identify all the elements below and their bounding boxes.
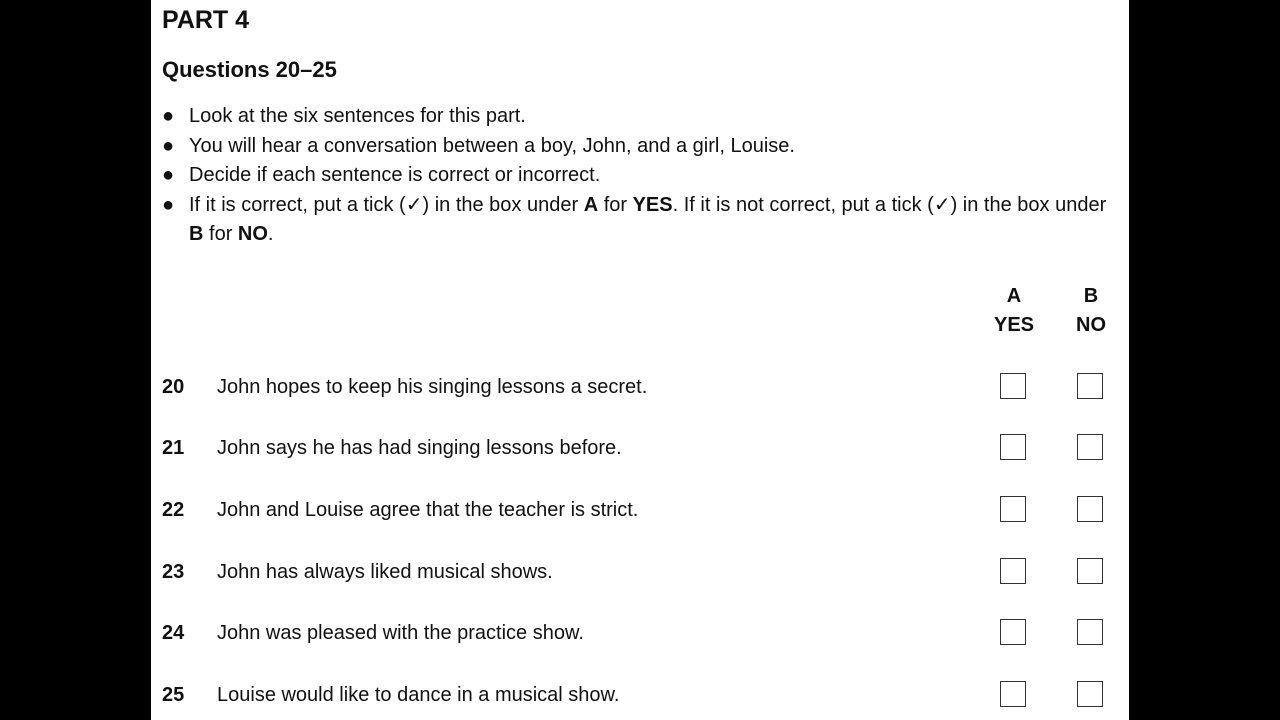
instruction-text: Look at the six sentences for this part.	[189, 105, 526, 127]
question-row-22	[162, 495, 1107, 525]
instruction-fragment: .	[267, 223, 274, 245]
question-row-20	[162, 372, 1107, 402]
bullet-icon: ●	[162, 164, 175, 186]
yes-checkbox[interactable]	[1000, 619, 1026, 645]
question-text: Louise would like to dance in a musical show.	[217, 684, 620, 706]
yes-checkbox[interactable]	[1000, 681, 1026, 707]
yes-checkbox[interactable]	[1000, 434, 1026, 460]
instruction-item	[162, 191, 1107, 250]
no-checkbox[interactable]	[1077, 681, 1103, 707]
question-row-25	[162, 680, 1107, 710]
question-number: 21	[162, 437, 185, 459]
instruction-bold-b: B	[189, 223, 204, 245]
column-header-b	[1061, 282, 1121, 340]
instruction-fragment: for	[598, 193, 633, 216]
question-text: John has always liked musical shows.	[217, 561, 553, 583]
instruction-text: Decide if each sentence is correct or incorrect.	[189, 164, 601, 186]
bullet-icon: ●	[162, 134, 175, 157]
question-row-23	[162, 557, 1107, 587]
question-row-24	[162, 618, 1107, 648]
question-number: 20	[162, 376, 185, 398]
exam-page	[151, 0, 1129, 720]
questions-title: Questions 20–25	[162, 57, 337, 82]
instruction-item	[162, 102, 1107, 132]
question-text: John hopes to keep his singing lessons a secret.	[217, 376, 648, 398]
question-text: John and Louise agree that the teacher is strict.	[217, 499, 639, 521]
question-number: 22	[162, 499, 185, 521]
column-label-no: NO	[1076, 314, 1106, 336]
question-text: John says he has had singing lessons before.	[217, 437, 622, 459]
question-text: John was pleased with the practice show.	[217, 622, 584, 644]
no-checkbox[interactable]	[1077, 619, 1103, 645]
instruction-fragment: If it is correct, put a tick (✓) in the box under	[189, 193, 584, 216]
column-label-yes: YES	[993, 314, 1035, 336]
yes-checkbox[interactable]	[1000, 373, 1026, 399]
instruction-fragment: for	[203, 223, 238, 245]
no-checkbox[interactable]	[1077, 373, 1103, 399]
instruction-bold-no: NO	[237, 223, 268, 245]
instruction-fragment: . If it is not correct, put a tick (✓) in the box under	[672, 193, 1107, 216]
column-letter-a: A	[1006, 285, 1022, 307]
question-number: 23	[162, 561, 185, 583]
no-checkbox[interactable]	[1077, 558, 1103, 584]
question-number: 25	[162, 684, 185, 706]
instruction-bold-a: A	[583, 193, 599, 216]
instruction-item	[162, 132, 1107, 162]
bullet-icon: ●	[162, 193, 175, 216]
question-number: 24	[162, 622, 185, 644]
instruction-text: You will hear a conversation between a boy, John, and a girl, Louise.	[189, 134, 795, 157]
instructions-list	[162, 102, 1107, 250]
bullet-icon: ●	[162, 105, 175, 127]
part-title: PART 4	[162, 6, 250, 34]
instruction-bold-yes: YES	[632, 193, 673, 216]
instruction-text	[189, 194, 1106, 246]
instruction-item	[162, 161, 1107, 191]
column-letter-b: B	[1083, 285, 1099, 307]
no-checkbox[interactable]	[1077, 496, 1103, 522]
column-header-a	[984, 282, 1044, 340]
yes-checkbox[interactable]	[1000, 496, 1026, 522]
question-row-21	[162, 433, 1107, 463]
yes-checkbox[interactable]	[1000, 558, 1026, 584]
no-checkbox[interactable]	[1077, 434, 1103, 460]
